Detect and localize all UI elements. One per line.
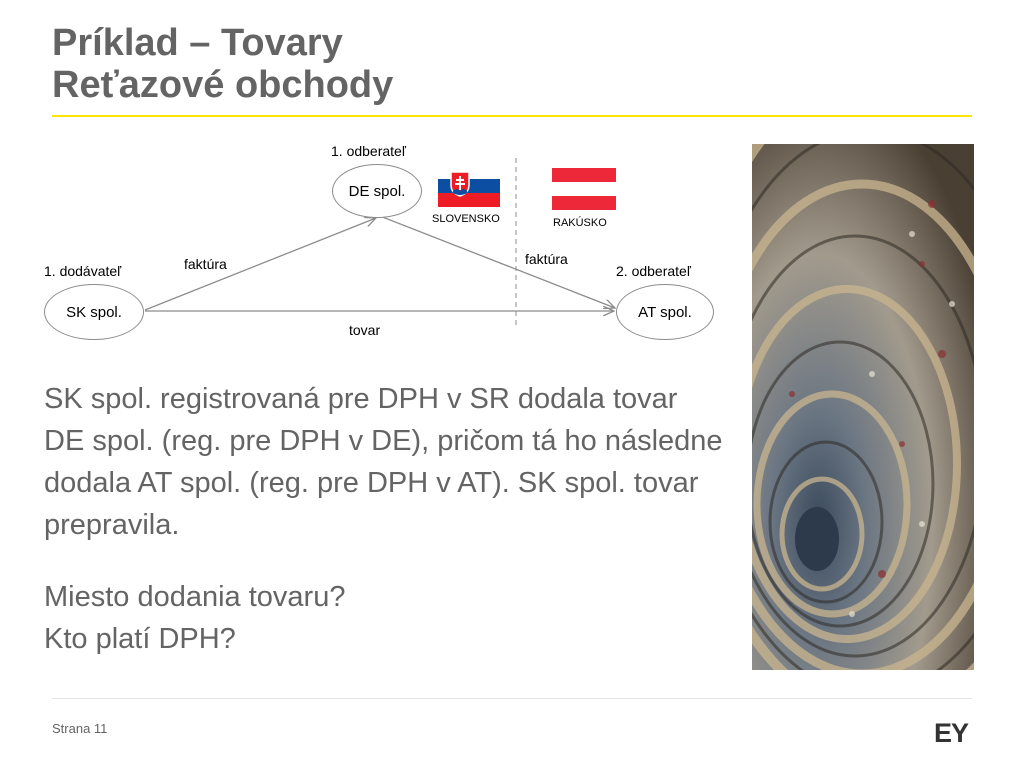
ey-logo: EY [934,718,969,748]
chain-transaction-diagram [0,130,740,350]
page-number: Strana 11 [52,721,108,736]
at-role-label: 2. odberateľ [616,263,691,279]
node-at-company [616,284,714,340]
scenario-paragraph: SK spol. registrovaná pre DPH v SR dodala tovar DE spol. (reg. pre DPH v DE), pričom tá ho následne dodala AT spol. (reg. pre DPH v AT). SK spol. tovar prepravila. [44,383,723,541]
slovakia-flag-icon [438,165,500,207]
node-sk-label: SK spol. [66,303,122,321]
title-underline [52,115,972,117]
spiral-staircase-photo [752,144,974,670]
goods-label: tovar [349,322,381,338]
invoice-arrow-de-at [380,216,615,308]
node-de-label: DE spol. [348,182,406,200]
austria-flag-icon [552,168,616,210]
node-at-label: AT spol. [638,303,692,321]
node-sk-company [44,284,144,340]
question-place-of-supply: Miesto dodania tovaru? [44,581,346,613]
invoice-label-2: faktúra [525,251,568,267]
slide-title [52,22,393,106]
invoice-label-1: faktúra [184,256,227,272]
node-de-company [332,164,422,218]
invoice-arrow-sk-de [145,218,376,310]
title-line-1: Príklad – Tovary [52,22,343,64]
footer-divider [52,698,972,699]
sk-role-label: 1. dodávateľ [44,263,122,279]
austria-flag-label: RAKÚSKO [553,217,607,229]
question-who-pays-vat: Kto platí DPH? [44,623,236,655]
title-line-2: Reťazové obchody [52,64,394,106]
slovakia-flag-label: SLOVENSKO [432,213,500,225]
body-text [44,378,724,660]
de-role-label: 1. odberateľ [331,143,406,159]
